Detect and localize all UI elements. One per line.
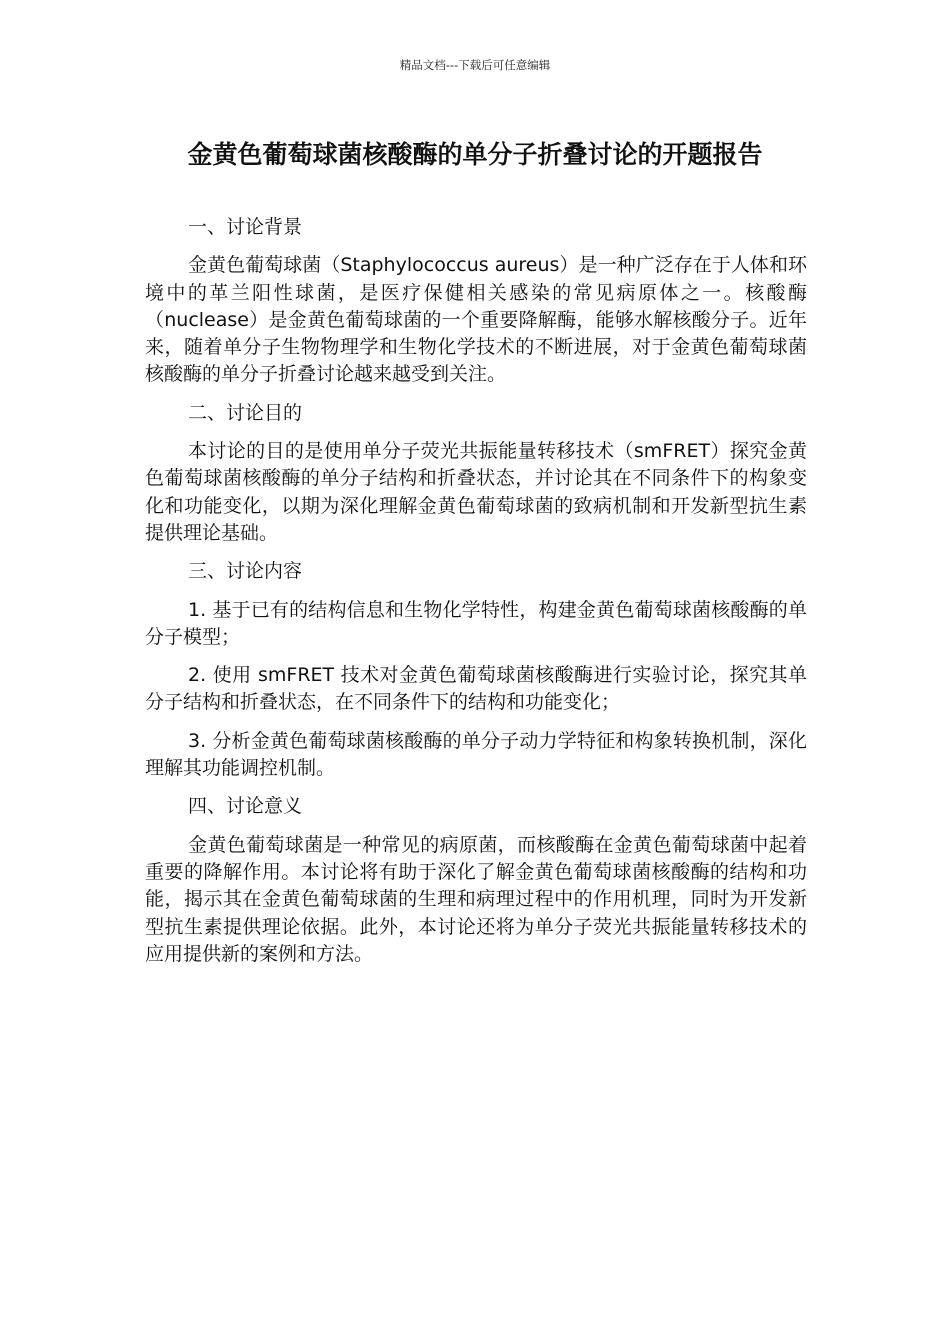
document-body bbox=[145, 214, 807, 979]
section-heading-purpose: 二、讨论目的 bbox=[188, 401, 303, 424]
page-header-note: 精品文档---下载后可任意编辑 bbox=[399, 58, 551, 72]
section-heading-significance: 四、讨论意义 bbox=[188, 795, 303, 818]
section-heading-background: 一、讨论背景 bbox=[188, 216, 303, 238]
document-title: 金黄色葡萄球菌核酸酶的单分子折叠讨论的开题报告 bbox=[187, 140, 763, 169]
purpose-paragraph: 本讨论的目的是使用单分子荧光共振能量转移技术（smFRET）探究金黄色葡萄球菌核酸酶的单分子结构和折叠状态，并讨论其在不同条件下的构象变化和功能变化，以期为深化理解金黄色葡萄球菌的致病机制和开发新型抗生素提供理论基础。 bbox=[145, 440, 807, 544]
content-item-2: 2. 使用 smFRET 技术对金黄色葡萄球菌核酸酶进行实验讨论，探究其单分子结构和折叠状态，在不同条件下的结构和功能变化； bbox=[145, 664, 807, 714]
content-item-3: 3. 分析金黄色葡萄球菌核酸酶的单分子动力学特征和构象转换机制，深化理解其功能调控机制。 bbox=[145, 729, 807, 780]
section-heading-content: 三、讨论内容 bbox=[188, 560, 303, 583]
content-item-1: 1. 基于已有的结构信息和生物化学特性，构建金黄色葡萄球菌核酸酶的单分子模型； bbox=[145, 598, 807, 648]
significance-paragraph: 金黄色葡萄球菌是一种常见的病原菌，而核酸酶在金黄色葡萄球菌中起着重要的降解作用。本讨论将有助于深化了解金黄色葡萄球菌核酸酶的结构和功能，揭示其在金黄色葡萄球菌的生理和病理过程中的作用机理，同时为开发新型抗生素提供理论依据。此外，本讨论还将为单分子荧光共振能量转移技术的应用提供新的案例和方法。 bbox=[145, 833, 807, 965]
background-paragraph: 金黄色葡萄球菌（Staphylococcus aureus）是一种广泛存在于人体和环境中的革兰阳性球菌，是医疗保健相关感染的常见病原体之一。核酸酶（nuclease）是金黄色葡萄球菌的一个重要降解酶，能够水解核酸分子。近年来，随着单分子生物物理学和生物化学技术的不断进展，对于金黄色葡萄球菌核酸酶的单分子折叠讨论越来越受到关注。 bbox=[145, 254, 807, 386]
